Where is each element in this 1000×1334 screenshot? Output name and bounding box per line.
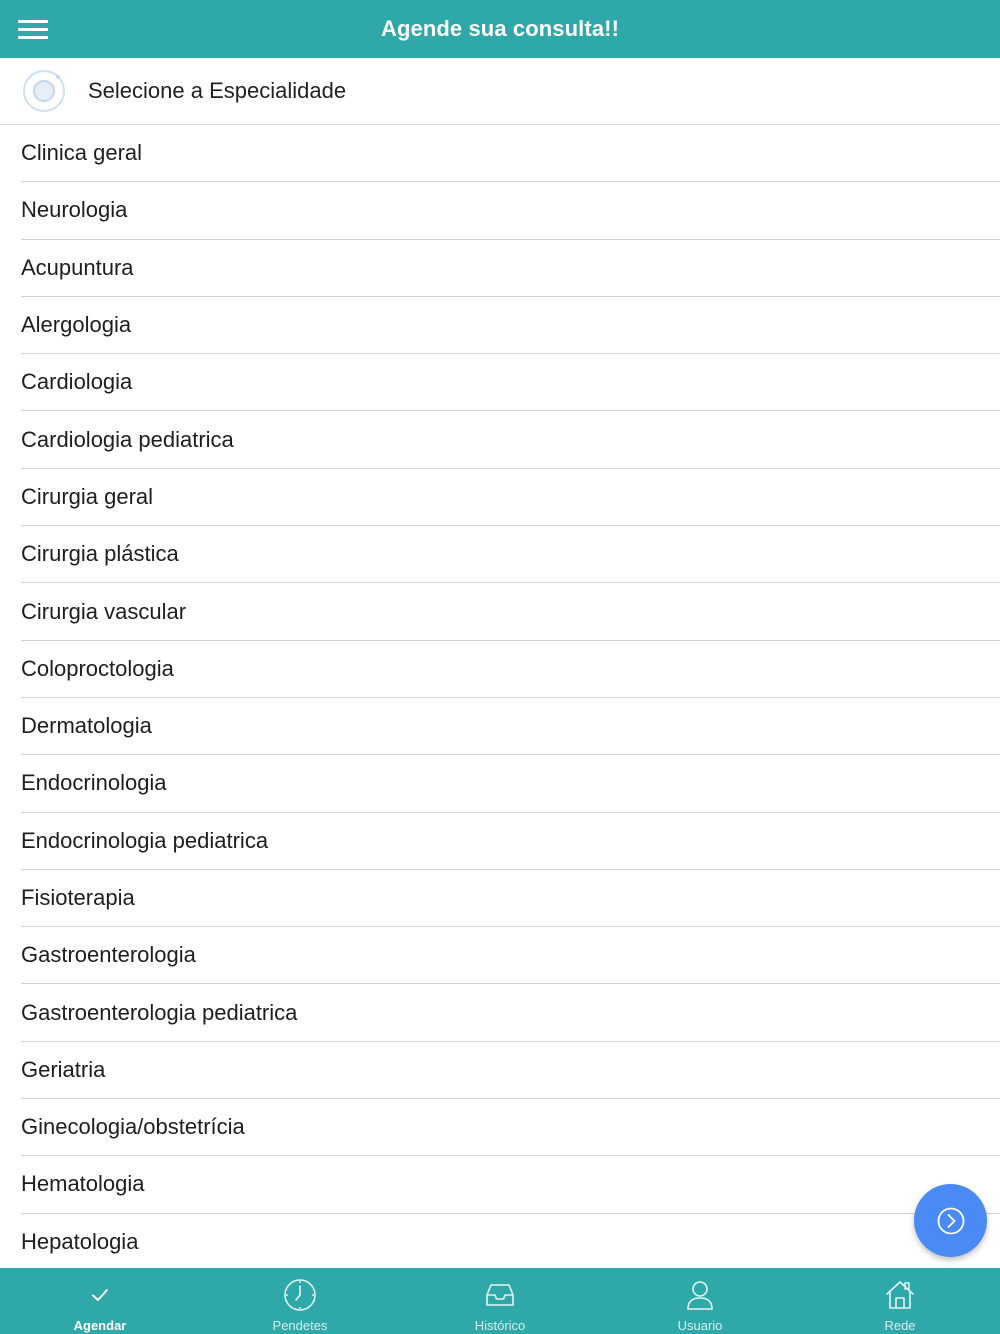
- bottom-nav: [0, 1268, 1000, 1334]
- list-item[interactable]: Geriatria: [21, 1042, 1000, 1099]
- next-button[interactable]: [914, 1184, 987, 1257]
- list-item[interactable]: Hepatologia: [21, 1214, 1000, 1268]
- tab-historico[interactable]: [400, 1268, 600, 1334]
- tab-label: Agendar: [73, 1318, 127, 1333]
- menu-icon[interactable]: [18, 14, 54, 44]
- tab-usuario[interactable]: [600, 1268, 800, 1334]
- list-item[interactable]: Cardiologia: [21, 354, 1000, 411]
- tab-label: Histórico: [474, 1318, 526, 1333]
- list-item[interactable]: Neurologia: [21, 182, 1000, 239]
- list-item[interactable]: Alergologia: [21, 297, 1000, 354]
- section-title: Selecione a Especialidade: [88, 78, 347, 103]
- tab-rede[interactable]: [800, 1268, 1000, 1334]
- page-title: Agende sua consulta!!: [380, 16, 620, 41]
- chevron-right-circle-icon: [936, 1206, 966, 1236]
- user-icon: [685, 1279, 715, 1311]
- list-item[interactable]: Endocrinologia: [21, 755, 1000, 812]
- home-icon: [884, 1279, 916, 1311]
- list-item[interactable]: Clinica geral: [21, 125, 1000, 182]
- list-item[interactable]: Gastroenterologia: [21, 927, 1000, 984]
- list-item[interactable]: Hematologia: [21, 1156, 1000, 1213]
- list-item[interactable]: Coloproctologia: [21, 641, 1000, 698]
- specialty-section-header: [0, 58, 1000, 125]
- tab-label: Pendetes: [272, 1318, 328, 1333]
- list-item[interactable]: Cirurgia vascular: [21, 583, 1000, 640]
- list-item[interactable]: Cardiologia pediatrica: [21, 411, 1000, 468]
- tab-label: Usuario: [677, 1318, 723, 1333]
- specialty-list: [0, 125, 1000, 1268]
- list-item[interactable]: Fisioterapia: [21, 870, 1000, 927]
- target-icon: [22, 69, 66, 113]
- list-item[interactable]: Dermatologia: [21, 698, 1000, 755]
- list-item[interactable]: Cirurgia geral: [21, 469, 1000, 526]
- list-item[interactable]: Gastroenterologia pediatrica: [21, 984, 1000, 1041]
- list-item[interactable]: Acupuntura: [21, 240, 1000, 297]
- app-header: [0, 0, 1000, 58]
- tab-label: Rede: [884, 1318, 916, 1333]
- tab-agendar[interactable]: [0, 1268, 200, 1334]
- list-item[interactable]: Cirurgia plástica: [21, 526, 1000, 583]
- clock-icon: [283, 1278, 317, 1312]
- list-item[interactable]: Endocrinologia pediatrica: [21, 813, 1000, 870]
- check-icon: [89, 1284, 111, 1306]
- inbox-icon: [484, 1281, 516, 1309]
- tab-pendetes[interactable]: [200, 1268, 400, 1334]
- list-item[interactable]: Ginecologia/obstetrícia: [21, 1099, 1000, 1156]
